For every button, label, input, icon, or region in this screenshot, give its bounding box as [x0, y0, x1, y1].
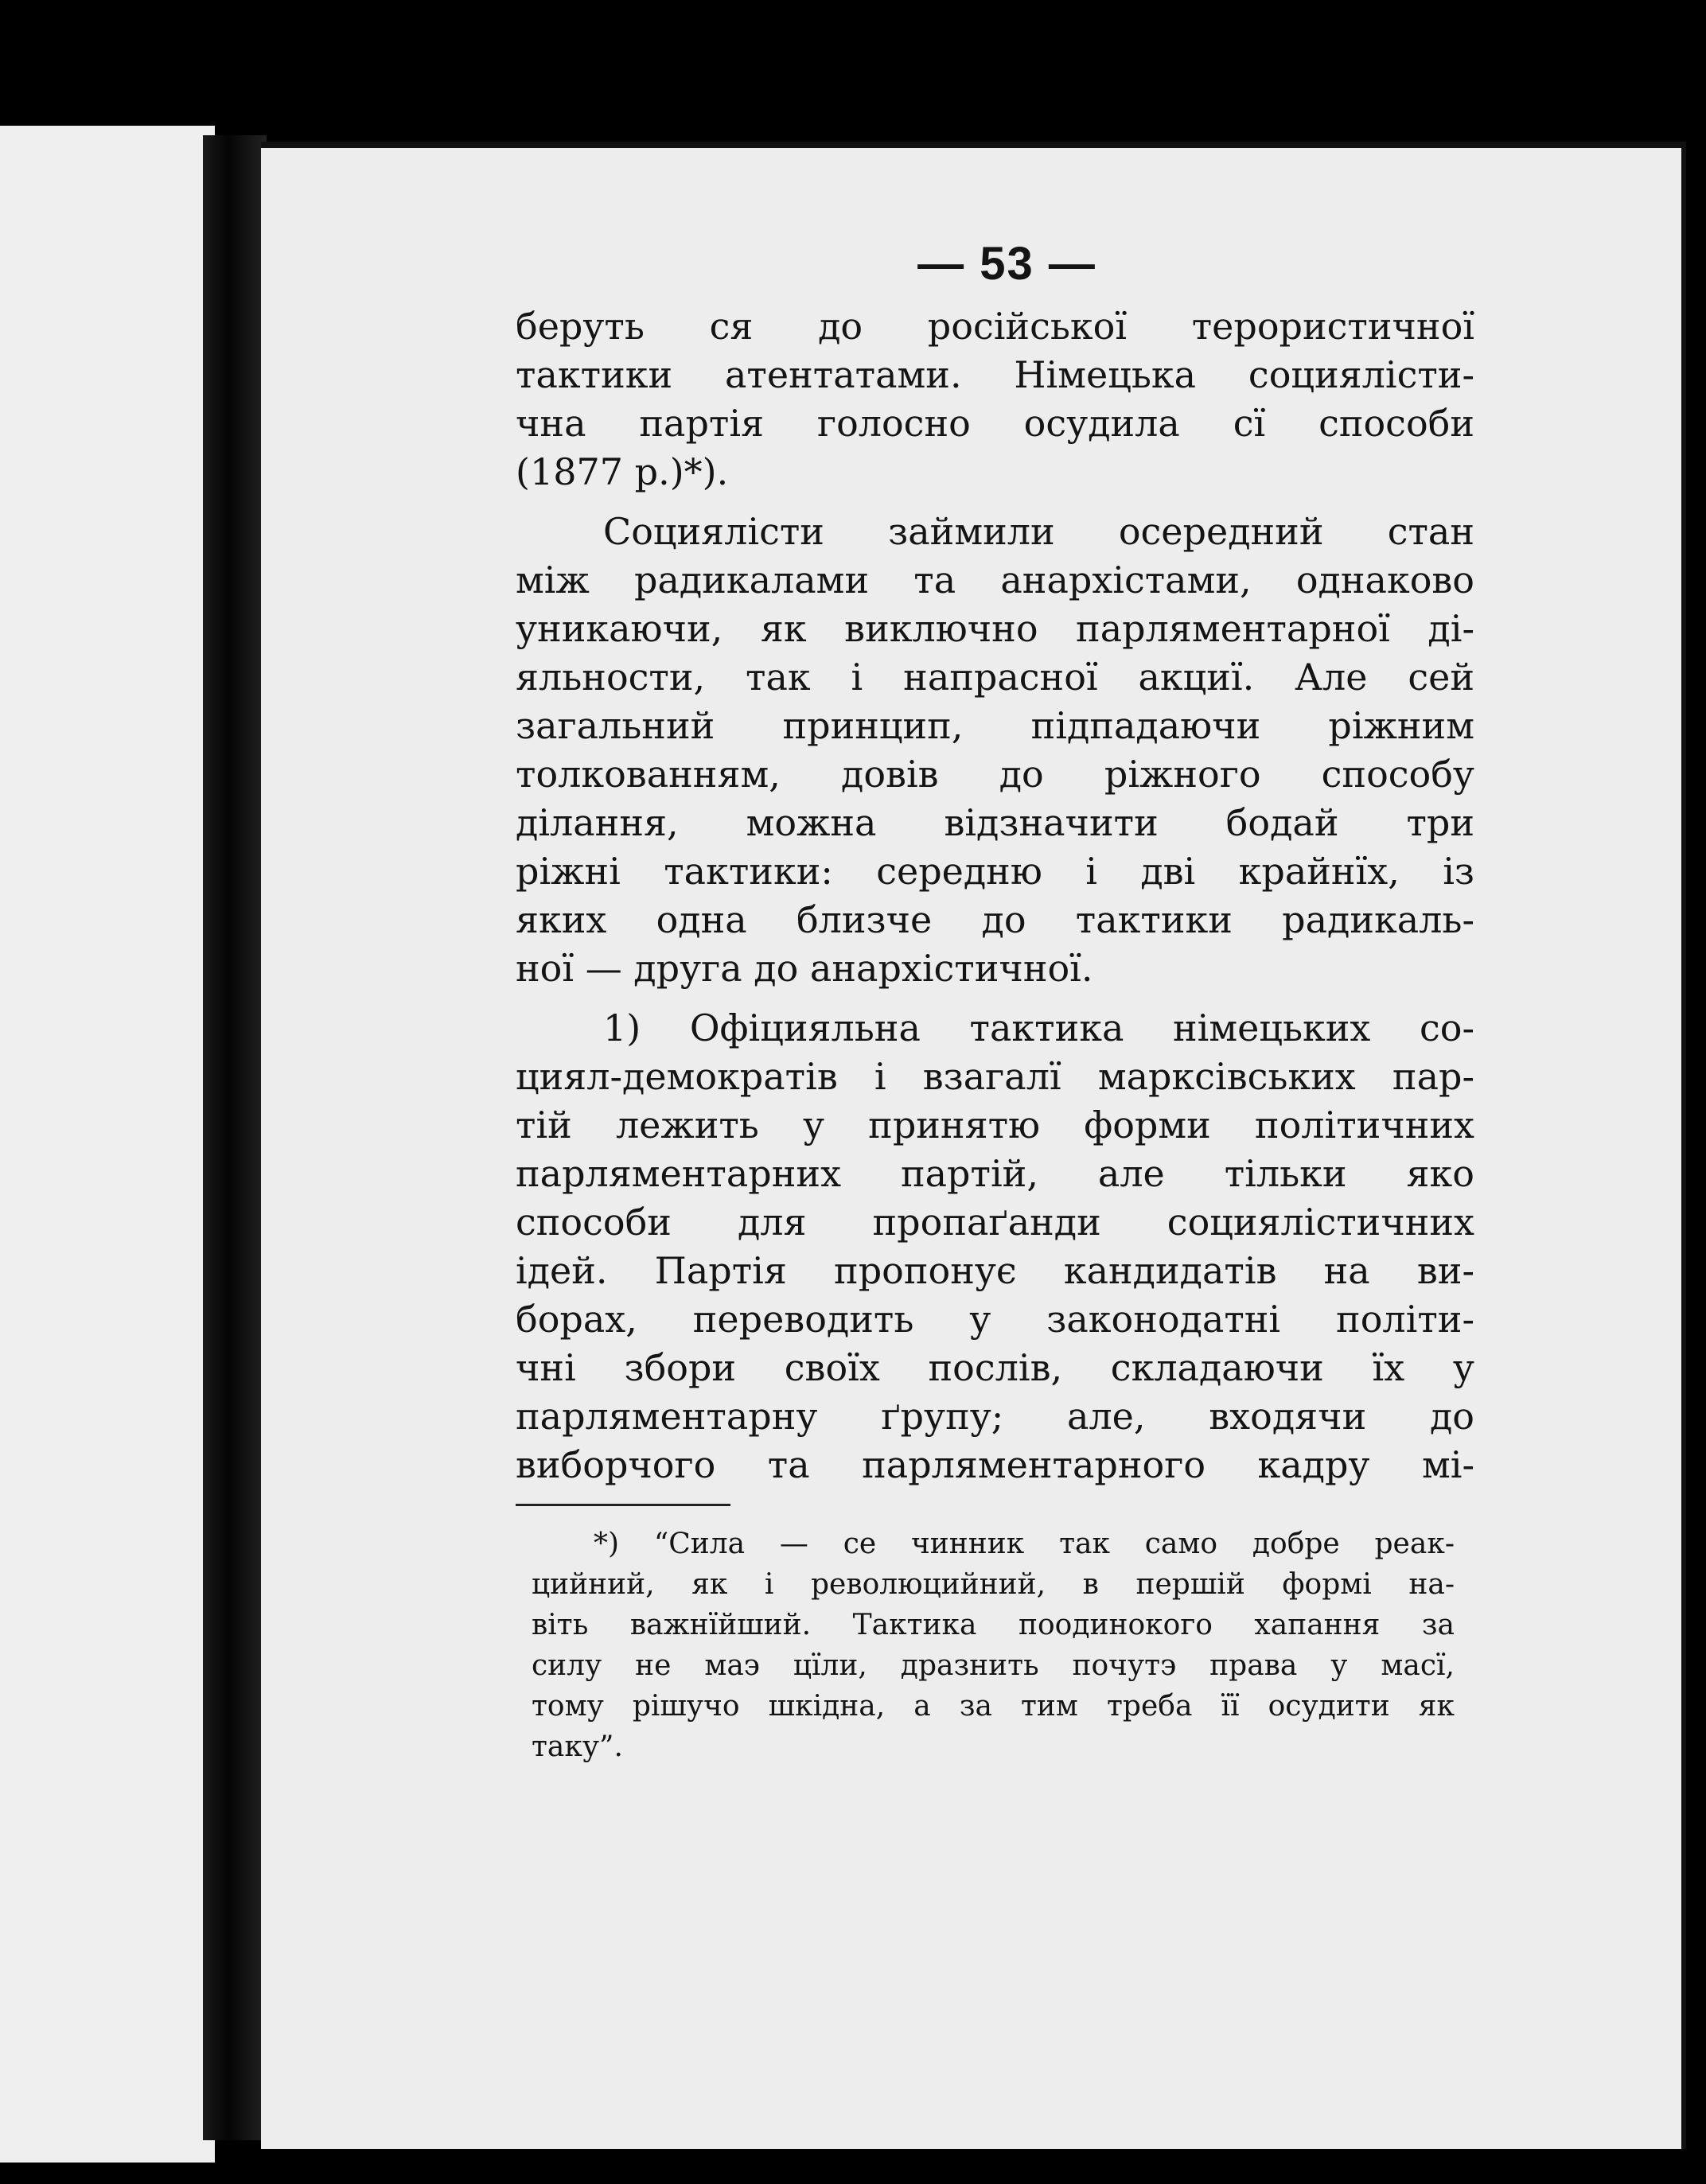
text-line: парляментарну ґрупу; але, входячи до	[516, 1395, 1474, 1438]
text-line: ідей. Партія пропонує кандидатів на ви-	[516, 1249, 1474, 1292]
text-line: борах, переводить у законодатні політи-	[516, 1298, 1474, 1341]
text-line: чна партія голосно осудила сї способи	[516, 402, 1474, 445]
footnote-line: віть важнїйший. Тактика поодинокого хапання за	[532, 1609, 1455, 1641]
footnote-line: таку”.	[532, 1730, 623, 1763]
book-spine	[203, 135, 267, 2140]
footnote-line: *) “Сила — се чинник так само добре реак-	[594, 1528, 1455, 1560]
text-line: яльности, так і напрасної акциї. Але сей	[516, 656, 1474, 699]
text-line: 1) Офіцияльна тактика німецьких со-	[603, 1006, 1474, 1049]
text-line: уникаючи, як виключно парляментарної ді-	[516, 607, 1474, 650]
text-line: ділання, можна відзначити бодай три	[516, 801, 1474, 844]
footnote-line: тому рішучо шкідна, а за тим треба її осудити як	[532, 1690, 1455, 1723]
text-line: Социялісти займили осередний стан	[603, 510, 1474, 553]
text-block	[516, 236, 1474, 1767]
book-page	[261, 142, 1686, 2149]
text-line: виборчого та парляментарного кадру мі-	[516, 1443, 1474, 1486]
text-line: способи для пропаґанди социялістичних	[516, 1201, 1474, 1244]
text-line: тактики атентатами. Німецька социялісти-	[516, 353, 1474, 396]
text-line: (1877 р.)*).	[516, 450, 729, 493]
text-line: чні збори своїх послів, складаючи їх у	[516, 1346, 1474, 1389]
footnote	[532, 1524, 1455, 1767]
paragraph-3	[516, 1004, 1474, 1489]
text-line: між радикалами та анархістами, однаково	[516, 559, 1474, 601]
paragraph-2	[516, 508, 1474, 993]
footnote-line: силу не маэ цїли, дразнить почутэ права у масї,	[532, 1649, 1455, 1682]
text-line: ної — друга до анархістичної.	[516, 947, 1093, 990]
text-line: яких одна близче до тактики радикаль-	[516, 898, 1474, 941]
text-line: парляментарних партій, але тільки яко	[516, 1152, 1474, 1195]
text-line: тій лежить у принятю форми політичних	[516, 1104, 1474, 1147]
text-line: загальний принцип, підпадаючи ріжним	[516, 704, 1474, 747]
text-line: циял-демократів і взагалї марксівських пар-	[516, 1055, 1474, 1098]
text-line: беруть ся до російської терористичної	[516, 305, 1474, 348]
footnote-line: цийний, як і революцийний, в першій формі на-	[532, 1568, 1455, 1601]
page-number: — 53 —	[917, 238, 1096, 290]
text-line: толкованням, довів до ріжного способу	[516, 753, 1474, 796]
previous-page-edge	[0, 126, 215, 2163]
paragraph-1	[516, 302, 1474, 496]
footnote-divider	[516, 1504, 730, 1506]
text-line: ріжні тактики: середню і дві крайнїх, із	[516, 850, 1474, 893]
